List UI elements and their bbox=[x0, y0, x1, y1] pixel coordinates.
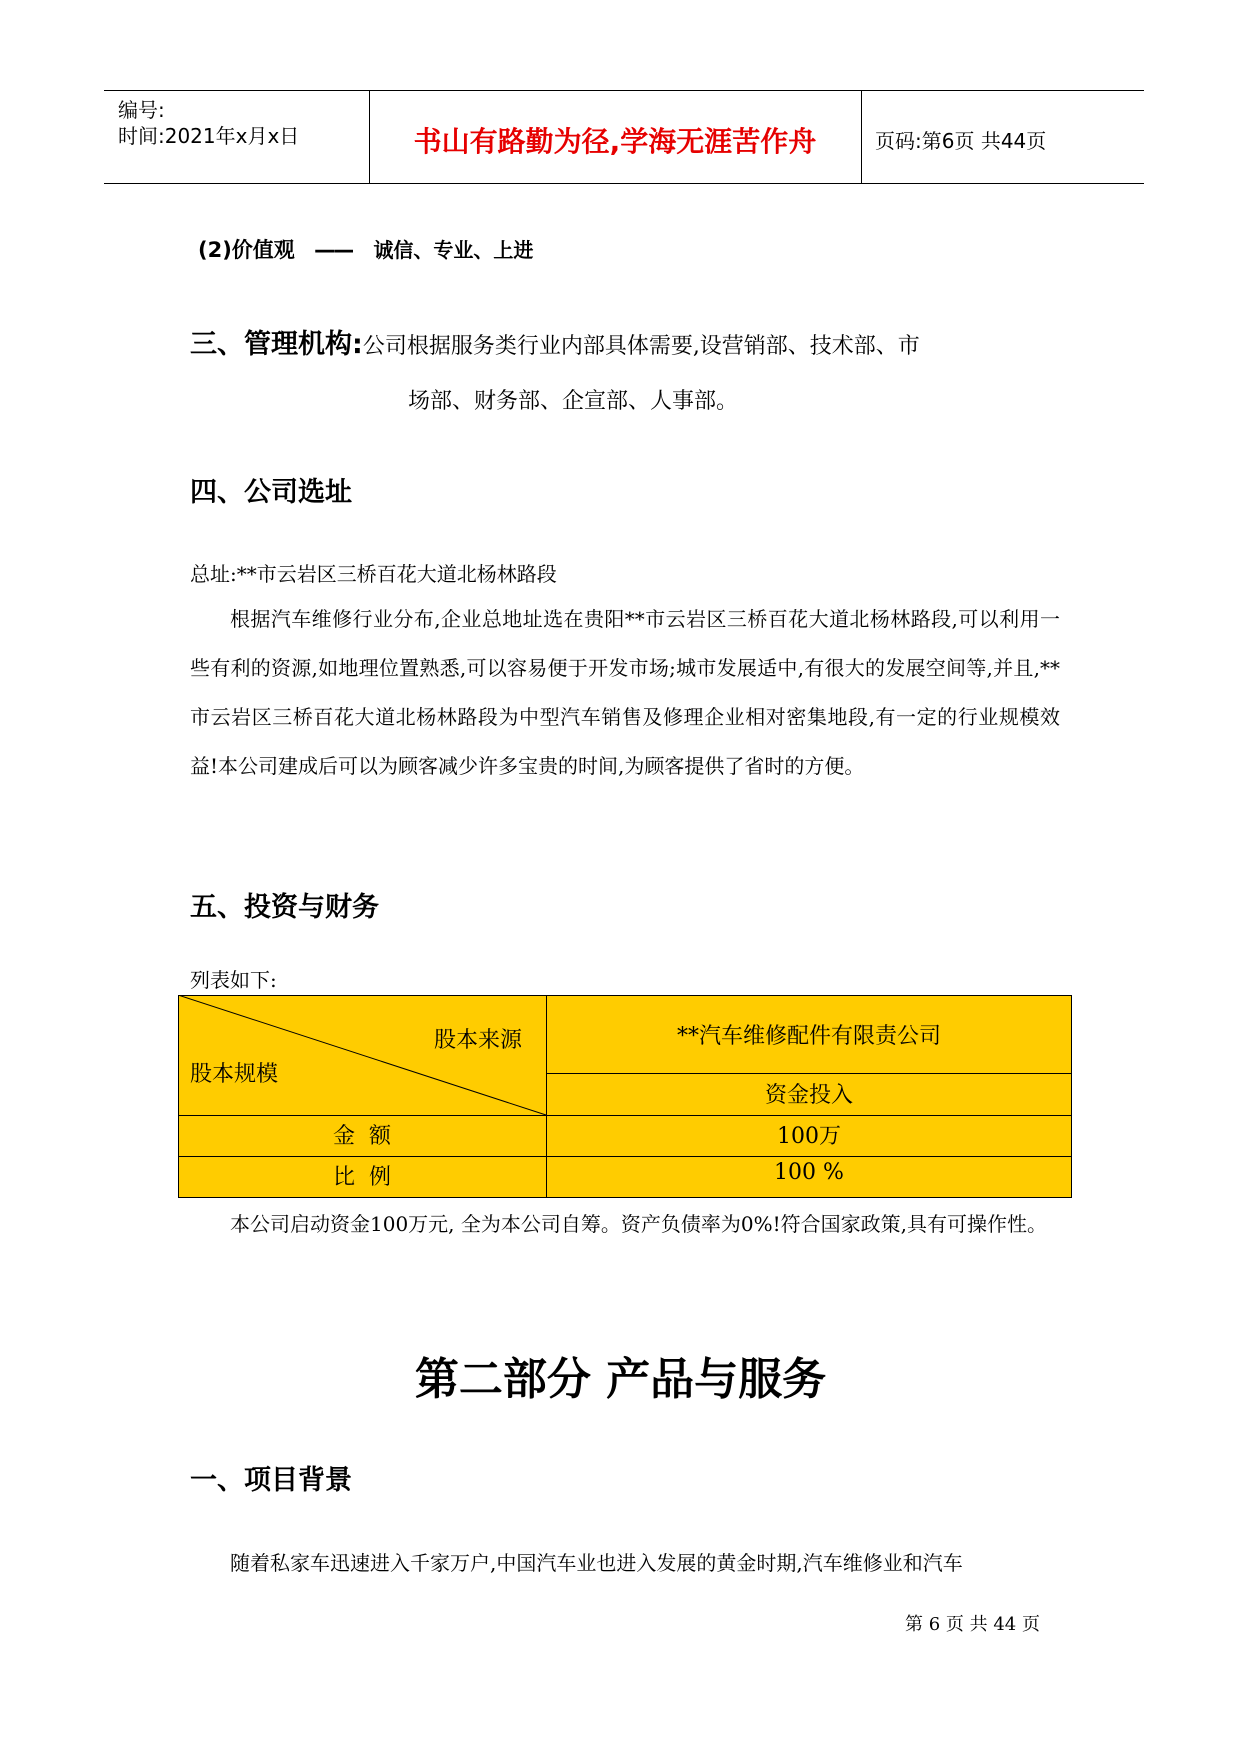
values-line bbox=[198, 234, 533, 264]
header-bottom-border bbox=[104, 183, 1144, 184]
header-motto: 书山有路勤为径,学海无涯苦作舟 bbox=[413, 125, 817, 158]
part2-section1-heading: 一、项目背景 bbox=[190, 1465, 352, 1496]
table-company: **汽车维修配件有限责公司 bbox=[676, 1024, 941, 1049]
section5-heading: 五、投资与财务 bbox=[190, 892, 379, 923]
header-number-label: 编号: bbox=[118, 98, 165, 122]
table-row-amount-value: 100万 bbox=[777, 1124, 841, 1149]
background-paragraph-start: 随着私家车迅速进入千家万户,中国汽车业也进入发展的黄金时期,汽车维修业和汽车 bbox=[230, 1551, 963, 1575]
section4-heading: 四、公司选址 bbox=[190, 477, 352, 508]
section3-text-line1: 公司根据服务类行业内部具体需要,设营销部、技术部、市 bbox=[362, 334, 920, 359]
header-page-info: 页码:第6页 共44页 bbox=[875, 129, 1047, 153]
funding-paragraph: 本公司启动资金100万元, 全为本公司自筹。资产负债率为0%!符合国家政策,具有可操作性。 bbox=[230, 1212, 1048, 1236]
section3-heading: 三、管理机构: bbox=[190, 329, 363, 360]
part2-title: 第二部分 产品与服务 bbox=[414, 1354, 827, 1405]
table-row-amount-label: 金 额 bbox=[333, 1124, 391, 1149]
footer-page-number: 第 6 页 共 44 页 bbox=[905, 1614, 1040, 1635]
table-row-ratio-label: 比 例 bbox=[333, 1165, 391, 1190]
values-text: 诚信、专业、上进 bbox=[373, 238, 534, 262]
header-top-border bbox=[104, 90, 1144, 91]
location-paragraph: 根据汽车维修行业分布,企业总地址选在贵阳**市云岩区三桥百花大道北杨林路段,可以利用一些有利的资源,如地理位置熟悉,可以容易便于开发市场;城市发展适中,有很大的发展空间等,并且,**市云岩区三桥百花大道北杨林路段为中型汽车销售及修理企业相对密集地段,有一定的行业规模效益!本公司建成后可以为顾客减少许多宝贵的时间,为顾客提供了省时的方便。 bbox=[190, 607, 1060, 778]
header-divider-right bbox=[861, 90, 862, 183]
header-time-label: 时间:2021年x月x日 bbox=[118, 124, 300, 148]
list-intro: 列表如下: bbox=[190, 968, 277, 992]
table-corner-top: 股本来源 bbox=[434, 1028, 523, 1053]
values-dash: —— bbox=[314, 238, 353, 262]
table-rule-row bbox=[178, 1156, 1072, 1157]
table-rule-company bbox=[546, 1073, 1072, 1074]
table-border-bottom bbox=[178, 1197, 1072, 1198]
table-corner-bottom: 股本规模 bbox=[190, 1062, 279, 1087]
section3-text-line2: 场部、财务部、企宣部、人事部。 bbox=[408, 389, 739, 414]
table-row-ratio-value: 100 % bbox=[774, 1160, 844, 1185]
values-label: (2)价值观 bbox=[198, 238, 295, 262]
section3-line1 bbox=[190, 322, 920, 361]
table-corner-diagonal bbox=[178, 995, 547, 1116]
address-line: 总址:**市云岩区三桥百花大道北杨林路段 bbox=[190, 562, 557, 586]
table-column-header: 资金投入 bbox=[764, 1083, 853, 1108]
investment-table bbox=[178, 995, 1072, 1198]
